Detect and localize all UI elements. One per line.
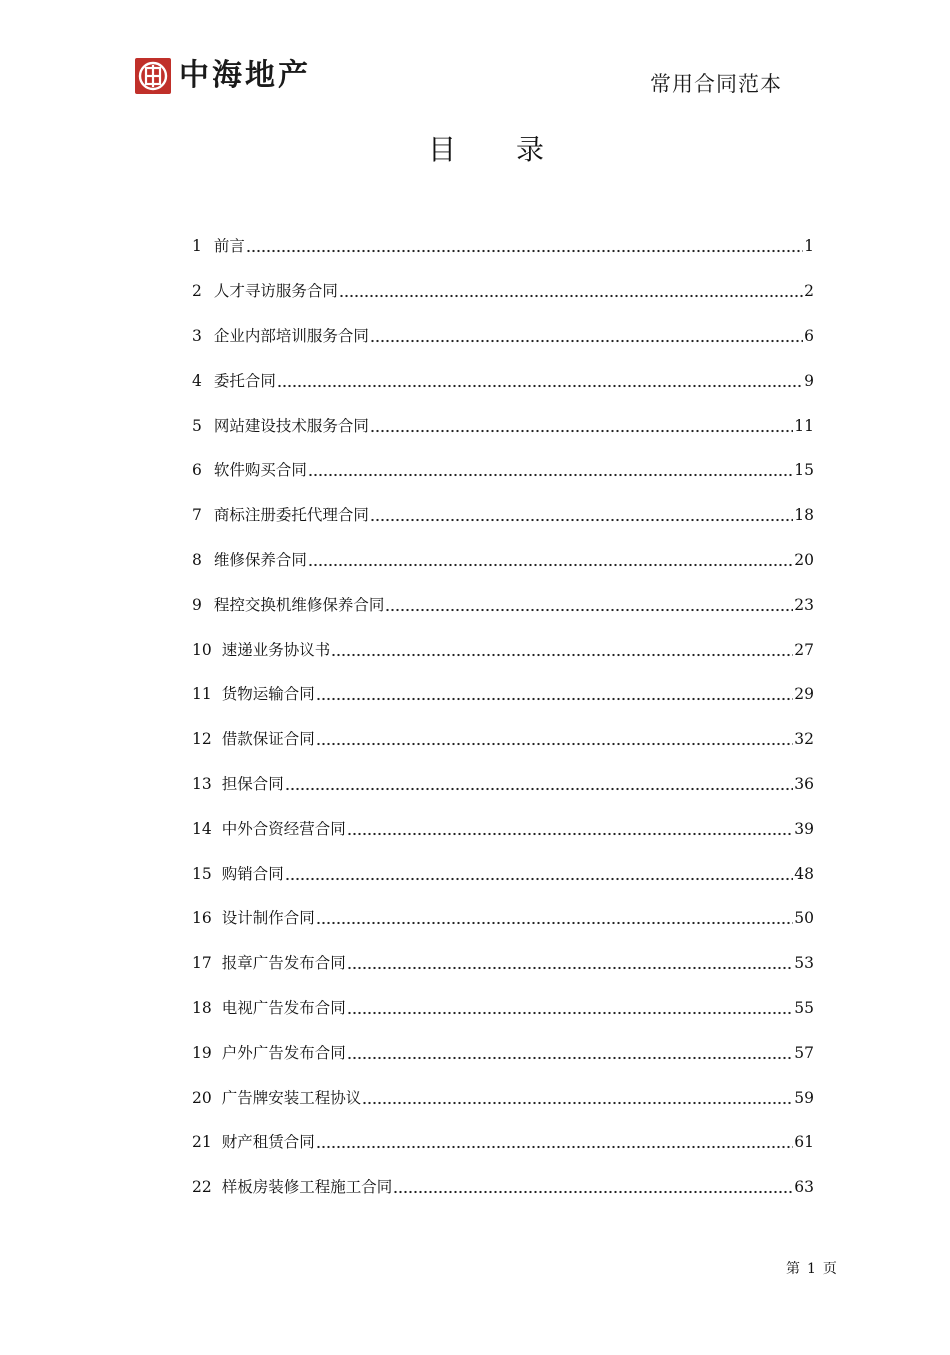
toc-dot-leader <box>277 371 803 391</box>
toc-entry[interactable] <box>192 538 814 583</box>
toc-entry-title: 程控交换机维修保养合同 <box>213 595 385 614</box>
toc-dot-leader <box>347 953 794 973</box>
toc-entry[interactable] <box>192 672 814 717</box>
toc-entry-number: 2 <box>192 282 202 301</box>
toc-dot-leader <box>347 819 794 839</box>
toc-entry[interactable] <box>192 851 814 896</box>
toc-entry-number: 4 <box>192 371 202 390</box>
toc-entry-page-number: 55 <box>794 998 814 1017</box>
toc-entry-number: 5 <box>192 416 202 435</box>
toc-entry-title: 户外广告发布合同 <box>221 1043 346 1062</box>
toc-entry[interactable] <box>192 717 814 762</box>
toc-entry-page-number: 63 <box>794 1178 814 1197</box>
logo-text: 中海地产 <box>179 58 311 93</box>
toc-entry[interactable] <box>192 941 814 986</box>
toc-entry-title: 人才寻访服务合同 <box>213 282 338 301</box>
toc-entry-page-number: 53 <box>794 954 814 973</box>
toc-dot-leader <box>285 774 794 794</box>
toc-entry-title: 购销合同 <box>221 864 284 883</box>
toc-entry-page-number: 27 <box>794 640 814 659</box>
toc-entry-page-number: 6 <box>804 326 814 345</box>
toc-entry-page-number: 36 <box>794 774 814 793</box>
toc-entry[interactable] <box>192 1075 814 1120</box>
toc-entry[interactable] <box>192 986 814 1031</box>
toc-entry-number: 18 <box>192 998 212 1017</box>
toc-entry-title: 货物运输合同 <box>221 685 315 704</box>
toc-entry[interactable] <box>192 627 814 672</box>
toc-entry-number: 3 <box>192 326 202 345</box>
toc-dot-leader <box>385 595 793 615</box>
toc-entry[interactable] <box>192 314 814 359</box>
toc-entry-number: 7 <box>192 506 202 525</box>
toc-entry-number: 21 <box>192 1133 212 1152</box>
toc-dot-leader <box>370 416 793 436</box>
toc-entry-page-number: 50 <box>794 909 814 928</box>
toc-dot-leader <box>347 1043 794 1063</box>
toc-entry-page-number: 39 <box>794 819 814 838</box>
toc-entry-page-number: 9 <box>804 371 814 390</box>
toc-entry-page-number: 1 <box>804 237 814 256</box>
toc-entry-number: 9 <box>192 595 202 614</box>
toc-entry[interactable] <box>192 358 814 403</box>
toc-dot-leader <box>316 908 794 928</box>
company-logo <box>135 56 311 96</box>
toc-entry-number: 17 <box>192 954 212 973</box>
toc-entry-number: 14 <box>192 819 212 838</box>
toc-entry-page-number: 57 <box>794 1043 814 1062</box>
toc-entry-title: 软件购买合同 <box>213 461 307 480</box>
toc-entry-title: 企业内部培训服务合同 <box>213 326 369 345</box>
toc-entry-title: 速递业务协议书 <box>221 640 331 659</box>
toc-entry-number: 6 <box>192 461 202 480</box>
toc-entry-number: 1 <box>192 237 202 256</box>
toc-entry[interactable] <box>192 1030 814 1075</box>
toc-entry-title: 商标注册委托代理合同 <box>213 506 369 525</box>
toc-entry[interactable] <box>192 1165 814 1210</box>
toc-dot-leader <box>316 729 794 749</box>
toc-entry-number: 20 <box>192 1088 212 1107</box>
toc-dot-leader <box>362 1088 793 1108</box>
toc-dot-leader <box>370 505 793 525</box>
table-of-contents <box>192 224 814 1210</box>
toc-dot-leader <box>347 998 794 1018</box>
footer-page-number: 1 <box>807 1261 816 1277</box>
toc-entry[interactable] <box>192 448 814 493</box>
toc-entry-page-number: 23 <box>794 595 814 614</box>
toc-entry[interactable] <box>192 582 814 627</box>
toc-entry-page-number: 32 <box>794 730 814 749</box>
toc-entry-number: 16 <box>192 909 212 928</box>
toc-entry-number: 19 <box>192 1043 212 1062</box>
toc-entry-number: 8 <box>192 550 202 569</box>
toc-entry-number: 15 <box>192 864 212 883</box>
toc-entry-title: 报章广告发布合同 <box>221 954 346 973</box>
footer-suffix: 页 <box>822 1261 837 1277</box>
toc-entry-page-number: 2 <box>804 282 814 301</box>
toc-entry[interactable] <box>192 1120 814 1165</box>
toc-dot-leader <box>285 864 794 884</box>
toc-dot-leader <box>316 1132 794 1152</box>
toc-dot-leader <box>393 1177 793 1197</box>
toc-dot-leader <box>331 640 793 660</box>
toc-entry[interactable] <box>192 806 814 851</box>
toc-entry-title: 设计制作合同 <box>221 909 315 928</box>
toc-dot-leader <box>308 460 793 480</box>
toc-entry-title: 担保合同 <box>221 774 284 793</box>
cohl-logo-mark-icon <box>135 58 171 94</box>
toc-dot-leader <box>370 326 803 346</box>
toc-entry[interactable] <box>192 762 814 807</box>
toc-entry-number: 13 <box>192 774 212 793</box>
toc-entry-title: 前言 <box>213 237 245 256</box>
page-footer <box>786 1258 837 1278</box>
toc-entry-title: 样板房装修工程施工合同 <box>221 1178 393 1197</box>
toc-entry-title: 委托合同 <box>213 371 276 390</box>
toc-entry-number: 12 <box>192 730 212 749</box>
toc-entry-title: 电视广告发布合同 <box>221 998 346 1017</box>
toc-entry-page-number: 59 <box>794 1088 814 1107</box>
toc-entry[interactable] <box>192 224 814 269</box>
toc-entry-number: 10 <box>192 640 212 659</box>
toc-entry-title: 财产租赁合同 <box>221 1133 315 1152</box>
toc-entry-page-number: 11 <box>794 416 814 435</box>
toc-entry-page-number: 61 <box>794 1133 814 1152</box>
toc-entry-title: 借款保证合同 <box>221 730 315 749</box>
toc-entry-title: 维修保养合同 <box>213 550 307 569</box>
toc-dot-leader <box>246 236 803 256</box>
toc-dot-leader <box>308 550 793 570</box>
toc-entry-title: 网站建设技术服务合同 <box>213 416 369 435</box>
toc-entry-page-number: 48 <box>794 864 814 883</box>
toc-entry[interactable] <box>192 403 814 448</box>
toc-dot-leader <box>339 281 803 301</box>
toc-entry[interactable] <box>192 896 814 941</box>
toc-entry[interactable] <box>192 493 814 538</box>
toc-entry-number: 22 <box>192 1178 212 1197</box>
toc-dot-leader <box>316 684 794 704</box>
toc-entry-title: 广告牌安装工程协议 <box>221 1088 362 1107</box>
toc-entry-page-number: 29 <box>794 685 814 704</box>
toc-entry-page-number: 20 <box>794 550 814 569</box>
toc-entry-page-number: 18 <box>794 506 814 525</box>
document-category-title: 常用合同范本 <box>650 72 782 96</box>
toc-entry[interactable] <box>192 269 814 314</box>
footer-prefix: 第 <box>786 1261 800 1277</box>
toc-entry-number: 11 <box>192 685 212 704</box>
toc-heading: 目录 <box>427 133 604 166</box>
toc-entry-page-number: 15 <box>794 461 814 480</box>
toc-entry-title: 中外合资经营合同 <box>221 819 346 838</box>
